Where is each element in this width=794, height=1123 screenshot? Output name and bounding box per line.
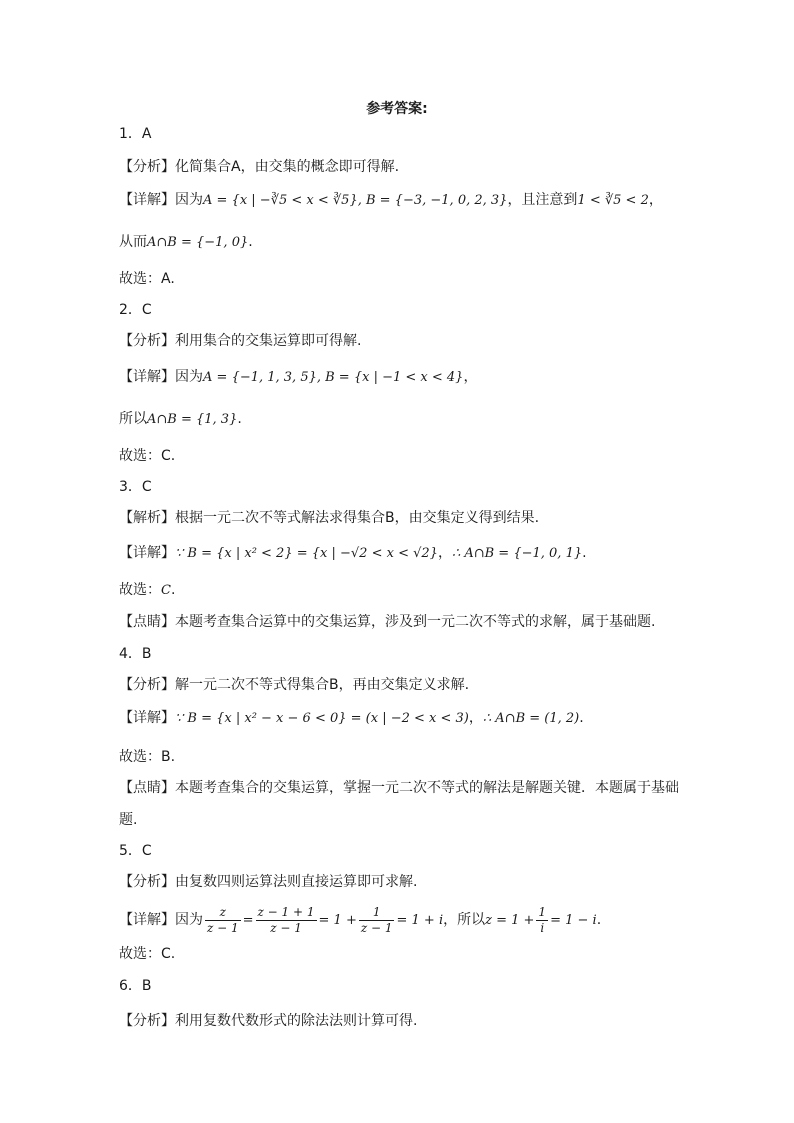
answer-number-1: 1．A [119,126,152,142]
fraction-4 [536,905,548,936]
detail-3-math: ∵ B = {x | x² < 2} = {x | −√2 < x < √2} [175,546,438,561]
detail-3-prefix: 【详解】 [119,545,175,561]
answer-number-2: 2．C [119,302,152,318]
detail-3 [119,543,587,564]
detail-2-prefix: 【详解】因为 [119,369,203,385]
fraction-1 [205,905,241,936]
detail-2 [119,367,477,388]
choice-3-math: C [161,583,171,598]
detail-4 [119,708,584,729]
comment-4-line-1: 【点睛】本题考查集合的交集运算，掌握一元二次不等式的解法是解题关键．本题属于基础 [119,780,679,796]
conclusion-2-prefix: 所以 [119,411,147,427]
equals-1: = [242,913,254,928]
detail-1-prefix: 【详解】因为 [119,192,203,208]
fraction-2-denominator: z − 1 [270,920,302,935]
choice-5: 故选：C. [119,946,176,962]
analysis-5: 【分析】由复数四则运算法则直接运算即可求解. [119,874,418,890]
detail-5-prefix: 【详解】因为 [119,912,203,928]
fraction-4-numerator: 1 [538,904,547,919]
conclusion-1-prefix: 从而 [119,234,147,250]
choice-1: 故选：A. [119,271,175,287]
equals-2: = 1 + [318,913,357,928]
conclusion-1-end: . [248,234,253,250]
detail-4-math2: ∴ A∩B = (1, 2) [482,711,580,726]
detail-1 [119,190,663,211]
detail-4-end: . [579,710,584,726]
detail-4-math: ∵ B = {x | x² − x − 6 < 0} = (x | −2 < x < 3) [175,711,469,726]
choice-3-end: . [170,582,176,598]
detail-1-math2: 1 < ∛5 < 2 [577,193,649,208]
answer-number-4: 4．B [119,646,152,662]
detail-5 [119,902,601,939]
detail-3-math2: ∴ A∩B = {−1, 0, 1} [451,546,583,561]
fraction-3-denominator: z − 1 [360,920,393,935]
analysis-4: 【分析】解一元二次不等式得集合B，再由交集定义求解. [119,677,470,693]
choice-4: 故选：B. [119,749,176,765]
detail-5-mid: ，所以 [443,912,486,928]
analysis-2: 【分析】利用集合的交集运算即可得解. [119,333,362,349]
answer-number-6: 6．B [119,978,152,994]
detail-4-mid: ， [468,710,483,726]
choice-3-prefix: 故选： [119,582,161,598]
conclusion-2-end: . [237,411,242,427]
detail-1-mid: ，且注意到 [507,192,578,208]
conclusion-2-math: A∩B = {1, 3} [147,412,238,427]
analysis-1: 【分析】化简集合A，由交集的概念即可得解. [119,159,400,175]
answer-number-3: 3．C [119,479,152,495]
detail-5-end: . [596,912,602,928]
detail-3-end: . [582,545,587,561]
comment-4-line-2: 题. [119,812,138,828]
fraction-3-numerator: 1 [359,905,395,921]
conclusion-2 [119,409,242,430]
equals-3: = 1 + i [396,913,444,928]
fraction-4-denominator: i [540,920,545,935]
conclusion-1 [119,232,253,253]
conclusion-1-math: A∩B = {−1, 0} [147,235,249,250]
detail-2-end: ， [463,369,478,385]
analysis-6: 【分析】利用复数代数形式的除法法则计算可得. [119,1013,418,1029]
answer-number-5: 5．C [119,843,152,859]
detail-4-prefix: 【详解】 [119,710,175,726]
page-title: 参考答案: [366,101,428,117]
choice-3 [119,580,175,601]
fraction-3 [359,905,395,936]
detail-2-math: A = {−1, 1, 3, 5}, B = {x | −1 < x < 4} [203,370,464,385]
detail-1-end: ， [648,192,663,208]
fraction-2-numerator: z − 1 + 1 [257,904,315,919]
fraction-2 [256,905,317,936]
equals-4: z = 1 + [485,913,535,928]
analysis-3: 【解析】根据一元二次不等式解法求得集合B，由交集定义得到结果. [119,510,540,526]
choice-2: 故选：C. [119,448,176,464]
fraction-1-numerator: z [205,905,241,921]
fraction-1-denominator: z − 1 [207,920,239,935]
detail-3-mid: ， [437,545,452,561]
equals-5: = 1 − i [550,913,597,928]
comment-3: 【点睛】本题考查集合运算中的交集运算，涉及到一元二次不等式的求解，属于基础题. [119,614,656,630]
detail-1-math: A = {x | −∛5 < x < ∛5}, B = {−3, −1, 0, 2, 3} [203,193,508,208]
